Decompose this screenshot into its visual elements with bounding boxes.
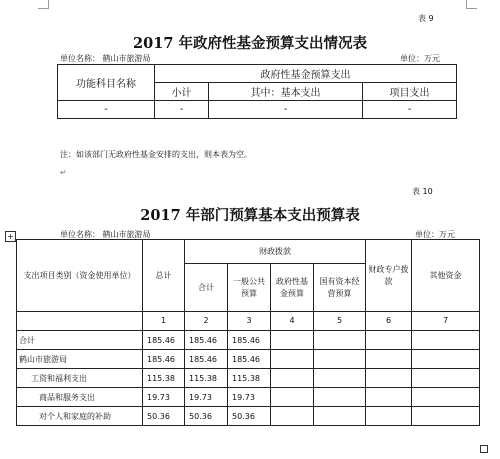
table-resize-handle-icon[interactable] [480, 445, 488, 453]
basic-exp-unit: 单位：万元 [415, 230, 455, 239]
cell: - [58, 101, 155, 119]
table-row: 商品和服务支出 19.73 19.73 19.73 [17, 388, 480, 407]
header-function-subject: 功能科目名称 [58, 65, 155, 101]
paragraph-mark: ↵ [60, 168, 67, 177]
header-other: 其他资金 [412, 240, 480, 312]
table-row: 合计 185.46 185.46 185.46 [17, 331, 480, 350]
header-subtotal: 小计 [155, 83, 209, 101]
header-fiscal: 财政拨款 [185, 240, 366, 264]
gov-fund-unit-name: 单位名称： 鹤山市旅游局 [60, 54, 151, 63]
gov-fund-unit: 单位：万元 [400, 54, 440, 63]
table-row: 鹤山市旅游局 185.46 185.46 185.46 [17, 350, 480, 369]
header-special: 财政专户拨款 [366, 240, 412, 312]
table-row: 工资和福利支出 115.38 115.38 115.38 [17, 369, 480, 388]
header-project: 项目支出 [363, 83, 457, 101]
header-soe: 国有资本经营预算 [314, 264, 366, 312]
header-category: 支出项目类别（资金使用单位） [17, 240, 143, 312]
basic-exp-unit-name: 单位名称： 鹤山市旅游局 [60, 230, 151, 239]
gov-fund-note: 注：如该部门无政府性基金安排的支出，则本表为空。 [60, 150, 252, 159]
header-general: 一般公共预算 [228, 264, 271, 312]
basic-exp-title: 2017 年部门预算基本支出预算表 [140, 207, 360, 224]
basic-exp-table [16, 239, 480, 426]
cell: - [363, 101, 457, 119]
header-basic: 其中：基本支出 [209, 83, 363, 101]
table9-label: 表 9 [418, 14, 434, 23]
header-subtotal: 合计 [185, 264, 228, 312]
page-corner-mark-left [38, 0, 49, 9]
page-corner-mark-right [466, 0, 477, 9]
header-govfund: 政府性基金预算 [271, 264, 314, 312]
table-move-handle-icon[interactable]: + [5, 231, 16, 242]
gov-fund-table [57, 64, 457, 119]
cell: - [209, 101, 363, 119]
gov-fund-title: 2017 年政府性基金预算支出情况表 [133, 35, 367, 52]
index-row: 1 2 3 4 5 6 7 [17, 312, 480, 331]
table-row: 对个人和家庭的补助 50.36 50.36 50.36 [17, 407, 480, 426]
table10-label: 表 10 [412, 187, 433, 196]
cell: - [155, 101, 209, 119]
header-gov-fund-group: 政府性基金预算支出 [155, 65, 457, 83]
header-total: 总计 [143, 240, 185, 312]
